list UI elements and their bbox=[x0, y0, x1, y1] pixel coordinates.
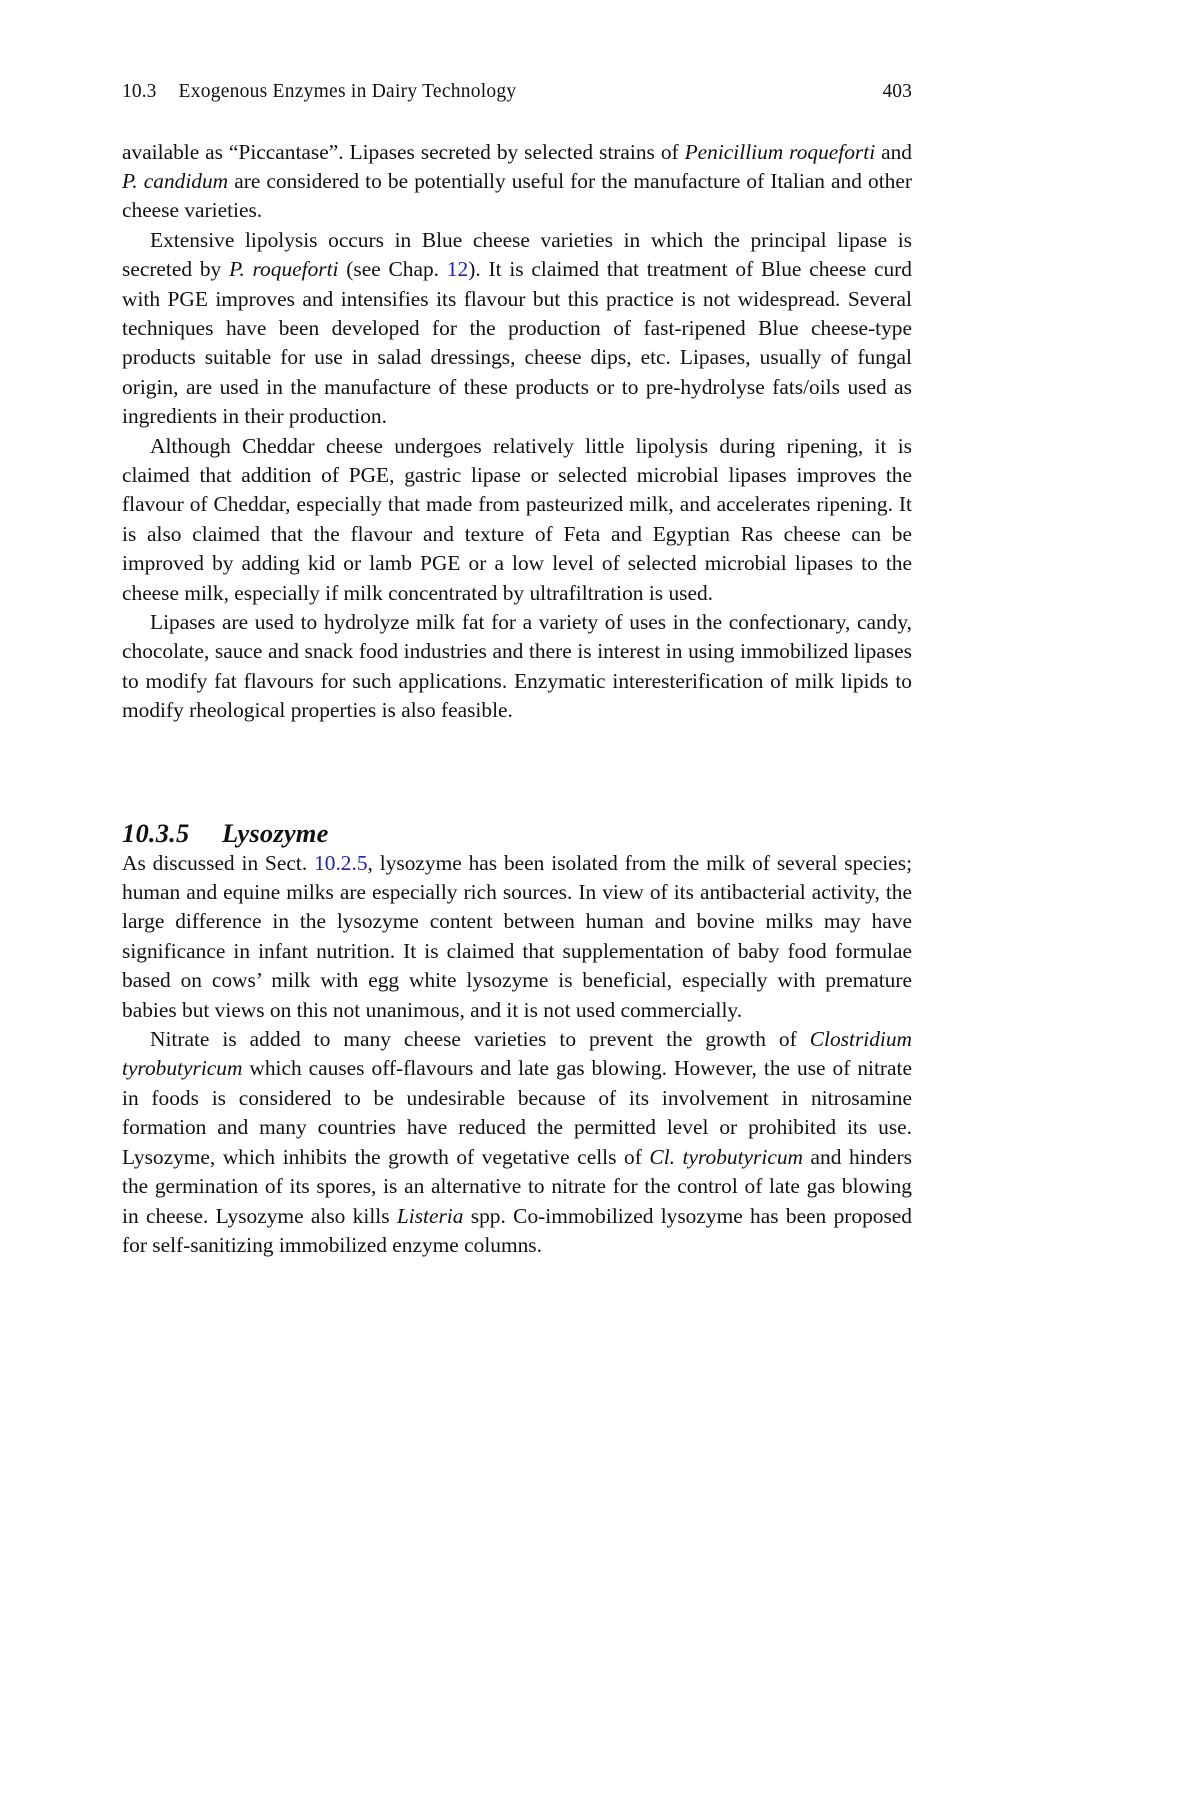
species-name-p-roqueforti: P. roqueforti bbox=[229, 257, 339, 282]
species-name-p-candidum: P. candidum bbox=[122, 168, 229, 193]
species-name-penicillium-roqueforti: Penicillium roqueforti bbox=[684, 139, 876, 164]
paragraph-5-text-2: , lysozyme has been isolated from the milk of several species; human and equine milks are especially rich sources. In view of its antibacterial activity, the large difference in the lysozyme content between human and bovine milks may have significance in infant nutrition. It is claimed that supplementation of baby food formulae based on cows’ milk with egg white lysozyme is beneficial, especially with premature babies but views on this not unanimous, and it is not used commercially. bbox=[122, 850, 913, 1022]
paragraph-2-text-1: Extensive lipolysis occurs in Blue cheese varieties in which the principal lipase is secreted by bbox=[122, 227, 912, 282]
section-crossref-link[interactable]: 10.2.5 bbox=[314, 850, 368, 875]
running-header-section-title: Exogenous Enzymes in Dairy Technology bbox=[178, 81, 517, 102]
paragraph-2-text-2: (see Chap. bbox=[338, 257, 447, 282]
paragraph-2 bbox=[122, 226, 912, 432]
paragraph-6-text-4: spp. Co-immobilized lysozyme has been proposed for self-sanitizing immobilized enzyme columns. bbox=[122, 1203, 912, 1257]
page-content bbox=[122, 0, 912, 1260]
paragraph-6-text-2: which causes off-flavours and late gas blowing. However, the use of nitrate in foods is considered to be undesirable because of its involvement in nitrosamine formation and many countries have reduced the permitted level or prohibited its use. Lysozyme, which inhibits the growth of vegetative cells of bbox=[122, 1056, 912, 1169]
section-heading-title: Lysozyme bbox=[222, 817, 329, 848]
body-text bbox=[122, 138, 912, 1261]
section-heading-number: 10.3.5 bbox=[122, 817, 190, 848]
chapter-crossref-link[interactable]: 12 bbox=[446, 257, 469, 282]
species-name-listeria: Listeria bbox=[396, 1203, 464, 1228]
paragraph-1-text-2: and bbox=[875, 139, 912, 164]
section-heading bbox=[122, 818, 912, 849]
paragraph-5-text-1: As discussed in Sect. bbox=[122, 850, 315, 875]
paragraph-6-text-3: and hinders the germination of its spores, is an alternative to nitrate for the control of late gas blowing in cheese. Lysozyme also kills bbox=[122, 1144, 912, 1228]
paragraph-6 bbox=[122, 1025, 912, 1260]
paragraph-5 bbox=[122, 849, 912, 1025]
paragraph-2-text-3: ). It is claimed that treatment of Blue cheese curd with PGE improves and intensifies its flavour but this practice is not widespread. Several techniques have been developed for the production of fast-ripened Blue cheese-type products suitable for use in salad dressings, cheese dips, etc. Lipases, usually of fungal origin, are used in the manufacture of these products or to pre-hydrolyse fats/oils used as ingredients in their production. bbox=[122, 257, 912, 429]
running-header bbox=[122, 0, 912, 102]
species-name-cl-tyrobutyricum: Cl. tyrobutyricum bbox=[649, 1144, 803, 1169]
species-name-clostridium-tyrobutyricum: Clostridium tyrobutyricum bbox=[122, 1027, 912, 1081]
page-number: 403 bbox=[882, 81, 912, 102]
paragraph-4: Lipases are used to hydrolyze milk fat for a variety of uses in the confectionary, candy, chocolate, sauce and snack food industries and there is interest in using immobilized lipases to modify fat flavours for such applications. Enzymatic interesterification of milk lipids to modify rheological properties is also feasible. bbox=[122, 610, 912, 723]
paragraph-3: Although Cheddar cheese undergoes relatively little lipolysis during ripening, it is claimed that addition of PGE, gastric lipase or selected microbial lipases improves the flavour of Cheddar, especially that made from pasteurized milk, and accelerates ripening. It is also claimed that the flavour and texture of Feta and Egyptian Ras cheese can be improved by adding kid or lamb PGE or a low level of selected microbial lipases to the cheese milk, especially if milk concentrated by ultrafiltration is used. bbox=[122, 433, 912, 605]
paragraph-1-text-1: available as “Piccantase”. Lipases secreted by selected strains of bbox=[122, 139, 685, 164]
paragraph-6-text-1: Nitrate is added to many cheese varieties to prevent the growth of bbox=[150, 1027, 810, 1052]
running-header-section-number: 10.3 bbox=[122, 81, 157, 102]
paragraph-1 bbox=[122, 138, 912, 226]
paragraph-1-text-3: are considered to be potentially useful for the manufacture of Italian and other cheese varieties. bbox=[122, 168, 912, 223]
running-header-left bbox=[122, 82, 516, 102]
